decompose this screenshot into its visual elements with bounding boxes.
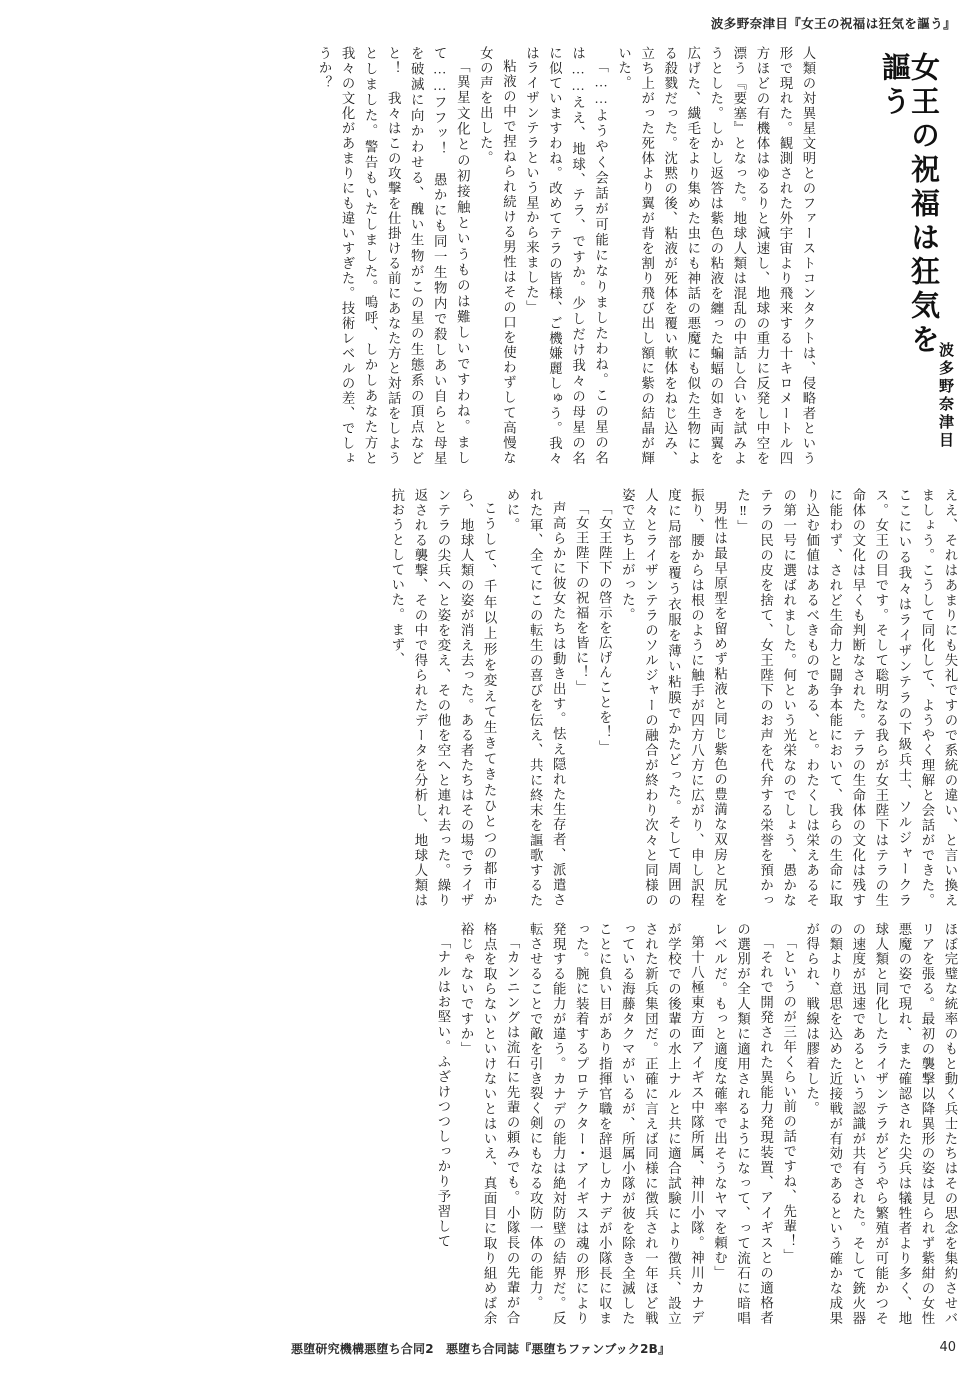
page-title: 女王の祝福は狂気を謳う [878,52,939,358]
paragraph: 「女王陛下の啓示を広げんことを！」 [597,501,613,756]
paragraph: ええ、それはあまりにも失礼ですので系統の違い、と言い換えましょう。こうして同化して、ようやく理解と会話ができた。ここにいる我々はライザンテラの下級兵士、ソルジャークラス。女王の目です。そして聡明なる我らが女王陛下はテラの生命体の文化は早くも判断なされた。テラの生命体の文化は残すに能わず、されど生命力と闘争本能において、我らの生命に取り込む価値はあるべきものである、と。わたくしは栄えあるその第一号に選ばれました。何という光栄なのでしょう、愚かなテラの民の皮を捨て、女王陛下のお声を代弁する栄誉を預かった‼」 [735,488,958,908]
body-block-three [90,922,962,1326]
paragraph: こうして、千年以上形を変えて生きてきたひとつの都市から、地球人類の姿が消え去った。ある者たちはその場でライザンテラの尖兵へと姿を変え、その他を空へと連れ去った。繰り返される襲撃、その中で得られたデータを分析し、地球人類は抗おうとしていた。まず、 [389,488,498,908]
page-footer [0,1340,980,1360]
paragraph: 「ナルはお堅い。ふざけつつしっかり予習して [435,935,451,1250]
paragraph: 「カンニングは流石に先輩の頼みでも。小隊長の先輩が合格点を取らないといけないとはいえ、真面目に取り組めば余裕じゃないですか」 [459,922,521,1326]
running-head: 波多野奈津目『女王の祝福は狂気を謳う』 [710,16,956,31]
paragraph: 男性は最早原型を留めず粘液と同じ紫色の豊満な双房と尻を振り、腰からは根のように触手が四方八方に広がり、申し訳程度に局部を覆う衣服を薄い粘膜でかたどった。そして周囲の人々とライザンテラのソルジャーの融合が終わり次々と同様の姿で立ち上がった。 [620,488,728,908]
paragraph: 「異星文化との初接触というものは難しいですわね。まして……フフッ！ 愚かにも同一生物内で殺しあい自らと母星を破滅に向かわせる、醜い生物がこの星の生態系の頂点などと！ 我々はこの攻撃を仕掛ける前にあなた方と対話をしようとしました。警告もいたしました。嗚呼、しかしあなた方と我々の文化があまりにも違いすぎた。技術レベルの差、でしょうか？ [317,46,471,466]
paragraph: 第十八極東方面アイギス中隊所属、神川小隊。神川カナデが学校での後輩の水上ナルと共に適合試験により徴兵、設立された新兵集団だ。正確に言えば同様に徴兵され一年ほど戦っている海藤タクマがいるが、所属小隊が彼を除き全滅したことに負い目があり指揮官職を辞退しカナデが小隊長に収まった。腕に装着するプロテクター・アイギスは魂の形により発現する能力が違う。カナデの能力は絶対防壁の結界だ。反転させることで敵を引き裂く剣にもなる攻防一体の能力。 [528,922,705,1326]
paragraph: 「女王陛下の祝福を皆に！」 [574,501,590,696]
author-name: 波多野奈津目 [937,342,953,450]
paragraph: 人類の対異星文明とのファーストコンタクトは、侵略者という形で現れた。観測された外宇宙より飛来する十キロメートル四方ほどの有機体はゆるりと減速し、地球の重力に反発し中空を漂う『要塞』となった。地球人類は混乱の中話し合いを試みようとした。しかし返答は紫色の粘液を纏った蝙蝠の如き両翼を広げた、繊毛をより集めた虫にも神話の悪魔にも似た生物による殺戮だった。沈黙の後、粘液が死体を覆い軟体をねじ込み、立ち上がった死体より翼が背を割り飛び出し額に紫の結晶が輝いた。 [616,46,816,466]
paragraph: 「というのが三年くらい前の話ですね、先輩！」 [781,935,797,1265]
paragraph: 粘液の中で捏ねられ続ける男性はその口を使わずして高慢な女の声を出した。 [478,46,517,466]
body-block-one [260,46,820,466]
title-block [879,52,958,452]
footer-page-number: 40 [939,1340,956,1355]
paragraph: 「それで開発された異能力発現装置、アイギスとの適格者の選別が全人類に適用されるようになって、って流石に暗唱レベルだ。もっと適度な確率で出そうなヤマを頼む」 [712,922,774,1326]
paragraph: ほぼ完璧な統率のもと動く兵士たちはその思念を集約させバリアを張る。最初の襲撃以降異形の姿は見られず紫紺の女性悪魔の姿で現れ、また確認された尖兵は犠牲者より多く、地球人類と同化したライザンテラがどうやら繁殖が可能かつその速度が迅速であるという認識が共有された。そして銃火器の類より意思を込めた近接戦が有効であるという確かな成果が得られ、戦線は膠着した。 [804,922,958,1326]
body-block-two [90,488,962,908]
paragraph: 声高らかに彼女たちは動き出す。怯え隠れた生存者、派遣された軍、全てにこの転生の喜びを伝え、共に終末を謳歌するために。 [505,488,567,908]
paragraph: 「……ようやく会話が可能になりましたわね。この星の名は……ええ、地球、テラ、ですか。少しだけ我々の母星の名に似ていますわね。改めてテラの皆様、ご機嫌麗しゅう。我々はライザンテラという星から来ました」 [524,46,609,466]
footer-imprint: 悪堕研究機構悪堕ち合同2 悪堕ち合同誌『悪堕ちファンブック2B』 [291,1342,671,1356]
